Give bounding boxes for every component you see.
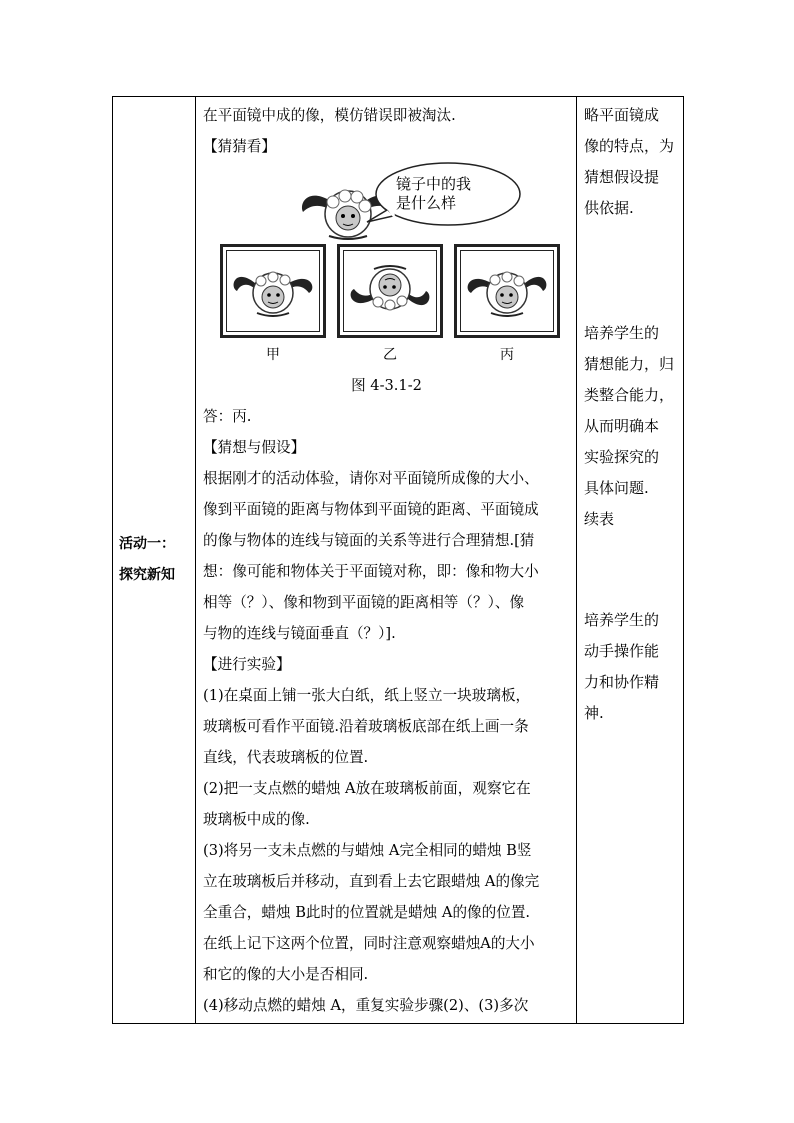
note-line: 像的特点，为 <box>584 137 675 155</box>
hypothesis-line: 相等（？）、像和物到平面镜的距离相等（？）、像 <box>203 594 525 611</box>
notes-cell <box>577 97 684 1024</box>
note-line: 供依据. <box>584 199 634 217</box>
note-line: 猜想假设提 <box>584 168 660 186</box>
option-label-bing: 丙 <box>500 347 514 363</box>
answer-text: 答：丙. <box>203 408 252 425</box>
experiment-line: (3)将另一支未点燃的与蜡烛 A完全相同的蜡烛 B竖 <box>203 842 532 859</box>
note-line: 类整合能力， <box>584 386 675 404</box>
hypothesis-line: 像到平面镜的距离与物体到平面镜的距离、平面镜成 <box>203 501 539 518</box>
note-line: 动手操作能 <box>584 642 660 660</box>
experiment-heading: 【进行实验】 <box>203 656 291 673</box>
experiment-line: 玻璃板中成的像. <box>203 811 310 828</box>
experiment-line: 直线，代表玻璃板的位置. <box>203 749 369 766</box>
mirror-frame-yi <box>337 244 443 338</box>
experiment-line: (2)把一支点燃的蜡烛 A放在玻璃板前面，观察它在 <box>203 780 531 797</box>
experiment-line: (4)移动点燃的蜡烛 A，重复实验步骤(2)、(3)多次 <box>203 997 529 1014</box>
note-line: 具体问题. <box>584 479 649 497</box>
bubble-line-2: 是什么样 <box>396 194 457 212</box>
sheep-head-mirrored-icon <box>457 247 557 335</box>
note-line: 培养学生的 <box>584 324 660 342</box>
experiment-line: 在纸上记下这两个位置，同时注意观察蜡烛A的大小 <box>203 935 535 952</box>
sheep-head-icon <box>223 247 323 335</box>
note-line: 培养学生的 <box>584 611 660 629</box>
experiment-line: 玻璃板可看作平面镜.沿着玻璃板底部在纸上画一条 <box>203 718 529 735</box>
figure-guess <box>203 162 570 370</box>
experiment-line: (1)在桌面上铺一张大白纸，纸上竖立一块玻璃板， <box>203 687 531 704</box>
note-line: 神. <box>584 704 604 722</box>
sheep-head-upside-down-icon <box>340 247 440 335</box>
note-group-hands-on <box>584 605 679 729</box>
experiment-line: 立在玻璃板后并移动，直到看上去它跟蜡烛 A的像完 <box>203 873 540 890</box>
thought-bubble <box>367 163 520 225</box>
note-line: 猜想能力，归 <box>584 355 675 373</box>
experiment-line: 和它的像的大小是否相同. <box>203 966 369 983</box>
lesson-table <box>112 96 684 1024</box>
note-line: 实验探究的 <box>584 448 660 466</box>
note-line: 从而明确本 <box>584 417 660 435</box>
experiment-line: 全重合，蜡烛 B此时的位置就是蜡烛 A的像的位置. <box>203 904 531 921</box>
activity-label-line2: 探究新知 <box>119 567 175 583</box>
intro-text: 在平面镜中成的像，模仿错误即被淘汰. <box>203 107 456 124</box>
hypothesis-line: 根据刚才的活动体验，请你对平面镜所成像的大小、 <box>203 470 539 487</box>
mirror-frame-jia <box>220 244 326 338</box>
note-group-guessing-ability <box>584 318 679 535</box>
note-line: 续表 <box>584 510 615 528</box>
hypothesis-heading: 【猜想与假设】 <box>203 439 306 456</box>
note-group-hypothesis-basis <box>584 100 679 224</box>
mirror-frame-bing <box>454 244 560 338</box>
content-cell <box>196 97 577 1024</box>
note-line: 力和协作精 <box>584 673 660 691</box>
sheep-with-thought-bubble <box>293 162 543 246</box>
option-label-jia: 甲 <box>266 347 280 363</box>
guess-heading: 【猜猜看】 <box>203 138 276 155</box>
notes-body <box>577 97 683 729</box>
option-label-yi: 乙 <box>383 347 397 363</box>
note-line: 略平面镜成 <box>584 106 660 124</box>
activity-cell <box>113 97 196 1024</box>
activity-label-line1: 活动一： <box>119 536 175 552</box>
content-body <box>196 97 576 1021</box>
figure-caption: 图 4-3.1-2 <box>351 377 422 394</box>
hypothesis-line: 的像与物体的连线与镜面的关系等进行合理猜想.[猜 <box>203 532 535 549</box>
hypothesis-line: 想：像可能和物体关于平面镜对称，即：像和物大小 <box>203 563 539 580</box>
bubble-line-1: 镜子中的我 <box>396 175 472 193</box>
table-row <box>113 97 684 1024</box>
hypothesis-line: 与物的连线与镜面垂直（？）]. <box>203 625 396 642</box>
